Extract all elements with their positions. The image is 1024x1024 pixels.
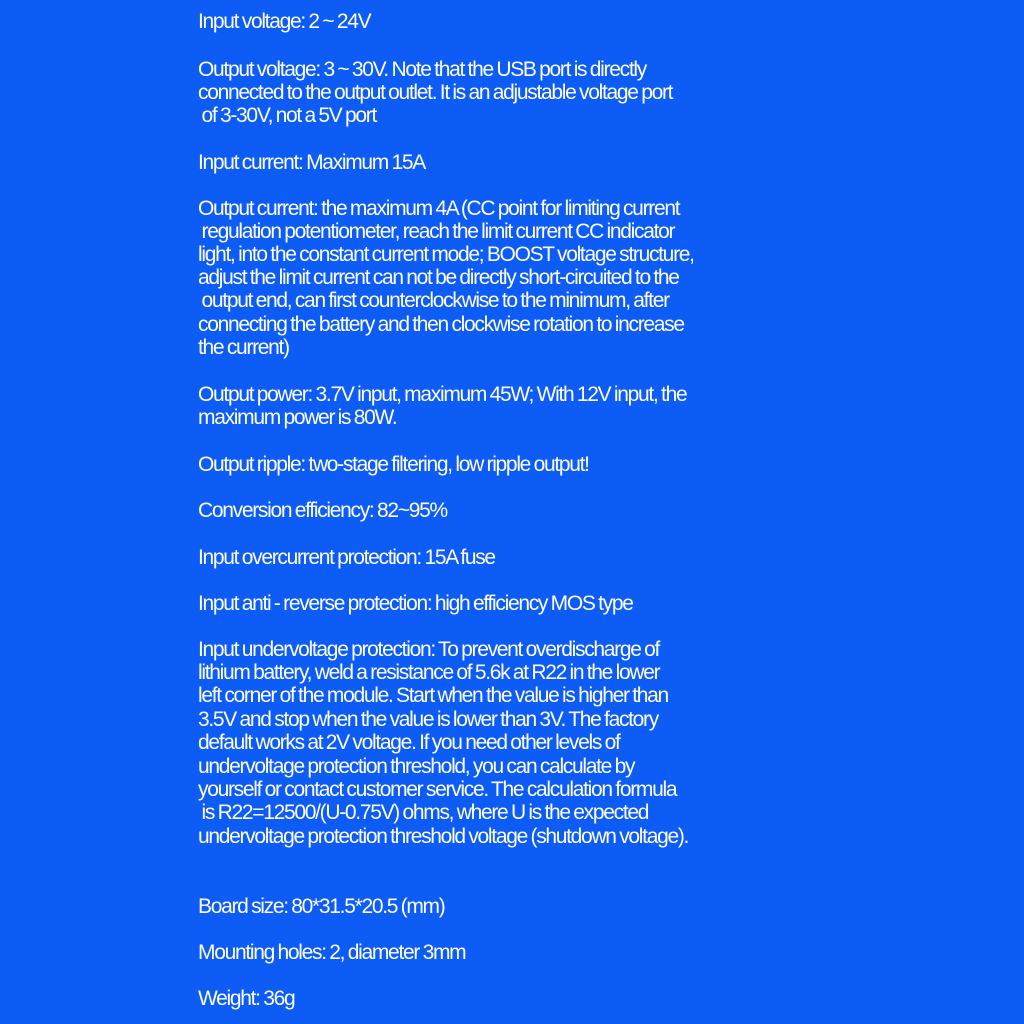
- spec-output-current-line: light, into the constant current mode; BOOST voltage structure,: [198, 243, 694, 266]
- spec-input-anti-reverse-protection: Input anti - reverse protection: high efficiency MOS type: [198, 592, 633, 615]
- spec-input-overcurrent-protection: Input overcurrent protection: 15A fuse: [198, 546, 495, 569]
- spec-input-undervoltage-protection-line: undervoltage protection threshold, you can calculate by: [198, 755, 635, 778]
- spec-input-current: Input current: Maximum 15A: [198, 151, 425, 174]
- spec-output-current-line: output end, can first counterclockwise to the minimum, after: [198, 289, 669, 312]
- spec-output-power-line: maximum power is 80W.: [198, 406, 397, 429]
- spec-input-undervoltage-protection-line: left corner of the module. Start when the value is higher than: [198, 684, 668, 707]
- spec-output-current-line: connecting the battery and then clockwise rotation to increase: [198, 313, 684, 336]
- spec-input-undervoltage-protection-line: 3.5V and stop when the value is lower than 3V. The factory: [198, 708, 658, 731]
- spec-output-power-line: Output power: 3.7V input, maximum 45W; With 12V input, the: [198, 383, 687, 406]
- spec-input-undervoltage-protection-line: default works at 2V voltage. If you need other levels of: [198, 731, 620, 754]
- spec-output-current-line: the current): [198, 336, 289, 359]
- spec-mounting-holes: Mounting holes: 2, diameter 3mm: [198, 941, 466, 964]
- spec-output-voltage-line: of 3-30V, not a 5V port: [198, 104, 377, 127]
- spec-output-current-line: regulation potentiometer, reach the limit current CC indicator: [198, 220, 675, 243]
- spec-output-current-line: Output current: the maximum 4A (CC point for limiting current: [198, 197, 680, 220]
- spec-board-size: Board size: 80*31.5*20.5 (mm): [198, 895, 445, 918]
- spec-input-undervoltage-protection-line: is R22=12500/(U-0.75V) ohms, where U is the expected: [198, 801, 649, 824]
- spec-conversion-efficiency: Conversion efficiency: 82~95%: [198, 499, 447, 522]
- spec-sheet: [198, 0, 858, 1024]
- spec-output-current-line: adjust the limit current can not be directly short-circuited to the: [198, 266, 679, 289]
- spec-input-voltage: Input voltage: 2 ~ 24V: [198, 10, 371, 33]
- spec-output-voltage-line: connected to the output outlet. It is an adjustable voltage port: [198, 81, 673, 104]
- spec-weight: Weight: 36g: [198, 987, 295, 1010]
- spec-output-voltage-line: Output voltage: 3 ~ 30V. Note that the USB port is directly: [198, 58, 646, 81]
- spec-input-undervoltage-protection-line: Input undervoltage protection: To prevent overdischarge of: [198, 638, 660, 661]
- spec-output-ripple: Output ripple: two-stage filtering, low ripple output!: [198, 453, 589, 476]
- spec-input-undervoltage-protection-line: yourself or contact customer service. The calculation formula: [198, 778, 677, 801]
- spec-input-undervoltage-protection-line: lithium battery, weld a resistance of 5.6k at R22 in the lower: [198, 661, 660, 684]
- spec-input-undervoltage-protection-line: undervoltage protection threshold voltage (shutdown voltage).: [198, 825, 689, 848]
